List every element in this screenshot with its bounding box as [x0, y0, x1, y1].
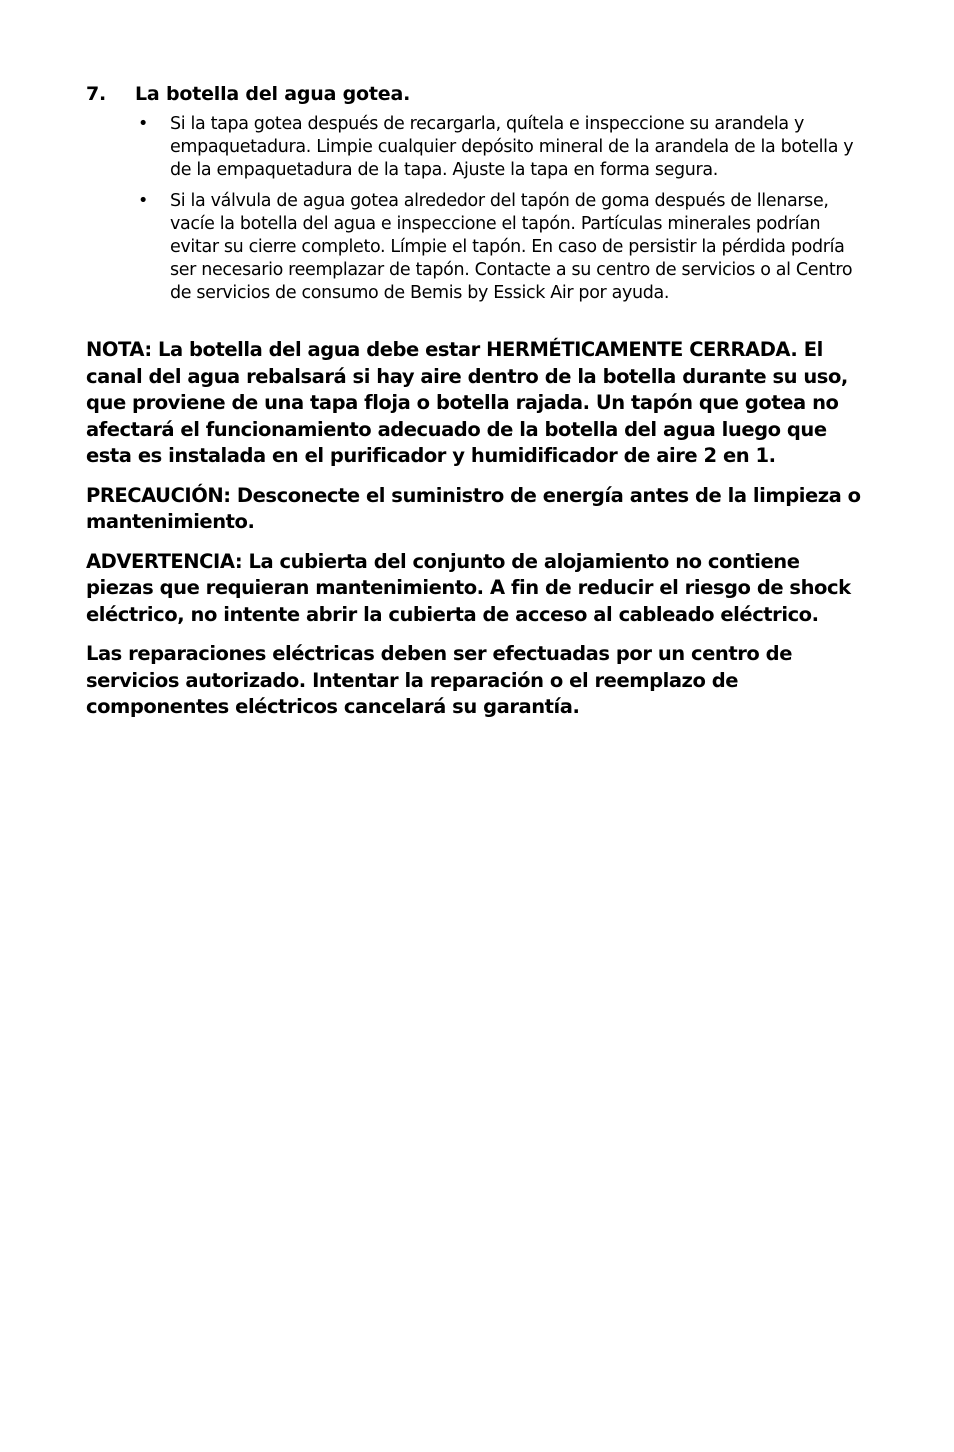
bullet-icon: • — [138, 114, 148, 134]
document-page — [86, 82, 876, 734]
precaucion-paragraph: PRECAUCIÓN: Desconecte el suministro de energía antes de la limpieza o mantenimiento. — [86, 483, 861, 533]
section-heading — [86, 82, 876, 107]
reparaciones-paragraph: Las reparaciones eléctricas deben ser efectuadas por un centro de servicios autorizado. Intentar la reparación o el reemplazo de componentes eléctricos cancelará su garantía. — [86, 642, 792, 718]
list-item — [86, 190, 876, 305]
section-number: 7. — [86, 83, 107, 105]
list-item — [86, 113, 876, 182]
nota-paragraph: NOTA: La botella del agua debe estar HERMÉTICAMENTE CERRADA. El canal del agua rebalsará si hay aire dentro de la botella durante su uso, que proviene de una tapa floja o botella rajada. Un tapón que gotea no afectará el funcionamiento adecuado de la botella del agua luego que esta es instalada en el purificador y humidificador de aire 2 en 1. — [86, 338, 848, 467]
bullet-text: Si la válvula de agua gotea alrededor del tapón de goma después de llenarse, vacíe la botella del agua e inspeccione el tapón. Partículas minerales podrían evitar su cierre completo. Límpie el tapón. En caso de persistir la pérdida podría ser necesario reemplazar de tapón. Contacte a su centro de servicios o al Centro de servicios de consumo de Bemis by Essick Air por ayuda. — [170, 191, 853, 303]
advertencia-paragraph: ADVERTENCIA: La cubierta del conjunto de alojamiento no contiene piezas que requieran mantenimiento. A fin de reducir el riesgo de shock eléctrico, no intente abrir la cubierta de acceso al cableado eléctrico. — [86, 549, 851, 626]
bullet-icon: • — [138, 191, 148, 211]
bullet-text: Si la tapa gotea después de recargarla, quítela e inspeccione su arandela y empaquetadura. Limpie cualquier depósito mineral de la arandela de la botella y de la empaquetadura de la tapa. Ajuste la tapa en forma segura. — [170, 114, 854, 180]
bullet-list — [86, 113, 876, 305]
section-title: La botella del agua gotea. — [135, 83, 411, 105]
